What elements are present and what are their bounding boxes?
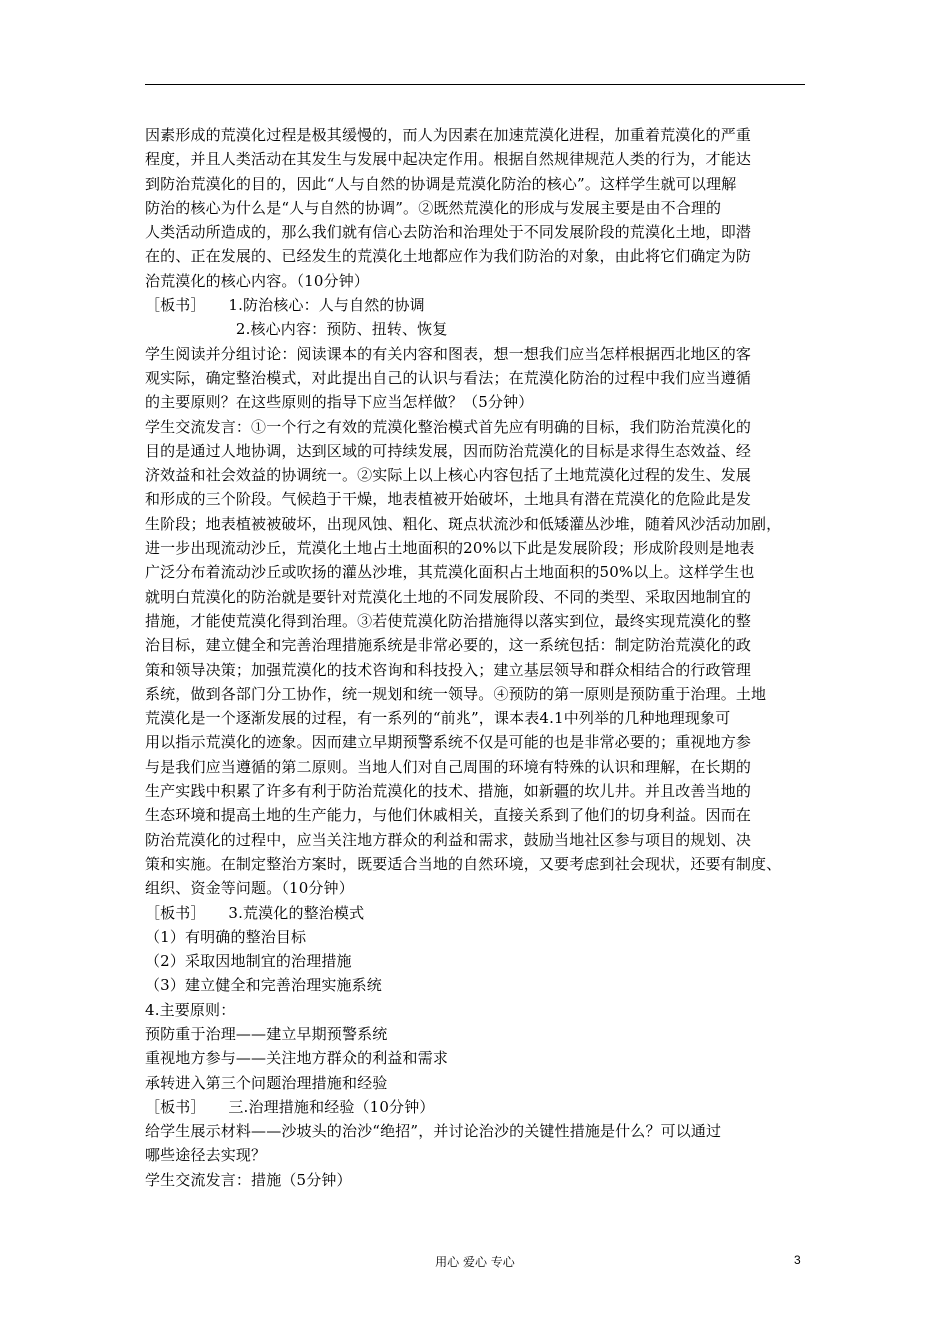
text-line: 预防重于治理——建立早期预警系统: [145, 1024, 388, 1043]
page-number: 3: [794, 1253, 801, 1267]
text-line: （2）采取因地制宜的治理措施: [145, 952, 352, 971]
text-line: 在的、正在发展的、已经发生的荒漠化土地都应作为我们防治的对象，由此将它们确定为防: [145, 247, 752, 266]
text-line: 人类活动所造成的，那么我们就有信心去防治和治理处于不同发展阶段的荒漠化土地，即潜: [145, 223, 752, 242]
header-rule: [145, 84, 805, 85]
text-line: 承转进入第三个问题治理措施和经验: [145, 1073, 388, 1092]
footer-text: 用心 爱心 专心: [435, 1255, 515, 1269]
text-line: 到防治荒漠化的目的，因此“人与自然的协调是荒漠化防治的核心”。这样学生就可以理解: [145, 174, 737, 193]
text-line: ［板书］ 3.荒漠化的整治模式: [145, 903, 365, 922]
text-line: 用以指示荒漠化的迹象。因而建立早期预警系统不仅是可能的也是非常必要的；重视地方参: [145, 733, 752, 752]
text-line: 策和实施。在制定整治方案时，既要适合当地的自然环境，又要考虑到社会现状，还要有制度、: [145, 854, 782, 873]
text-line: 与是我们应当遵循的第二原则。当地人们对自己周围的环境有特殊的认识和理解，在长期的: [145, 757, 752, 776]
text-line: （1）有明确的整治目标: [145, 927, 307, 946]
text-line: 2.核心内容：预防、扭转、恢复: [145, 320, 448, 339]
text-line: 生阶段；地表植被被破坏，出现风蚀、粗化、斑点状流沙和低矮灌丛沙堆，随着风沙活动加剧，: [145, 514, 782, 533]
text-line: 防治的核心为什么是“人与自然的协调”。②既然荒漠化的形成与发展主要是由不合理的: [145, 198, 722, 217]
text-line: 程度，并且人类活动在其发生与发展中起决定作用。根据自然规律规范人类的行为，才能达: [145, 150, 752, 169]
text-line: （3）建立健全和完善治理实施系统: [145, 976, 382, 995]
text-line: 重视地方参与——关注地方群众的利益和需求: [145, 1049, 449, 1068]
text-line: 治荒漠化的核心内容。（10分钟）: [145, 271, 369, 290]
text-line: 给学生展示材料——沙坡头的治沙“绝招”，并讨论治沙的关键性措施是什么？可以通过: [145, 1122, 722, 1141]
text-line: 就明白荒漠化的防治就是要针对荒漠化土地的不同发展阶段、不同的类型、采取因地制宜的: [145, 587, 752, 606]
text-line: 治目标，建立健全和完善治理措施系统是非常必要的，这一系统包括：制定防治荒漠化的政: [145, 636, 752, 655]
text-line: 组织、资金等问题。（10分钟）: [145, 879, 354, 898]
text-line: ［板书］ 三.治理措施和经验（10分钟）: [145, 1097, 435, 1116]
text-line: 生态环境和提高土地的生产能力，与他们休戚相关，直接关系到了他们的切身利益。因而在: [145, 806, 752, 825]
text-line: 目的是通过人地协调，达到区域的可持续发展，因而防治荒漠化的目标是求得生态效益、经: [145, 441, 752, 460]
text-line: ［板书］ 1.防治核心：人与自然的协调: [145, 296, 425, 315]
text-line: 学生交流发言：措施（5分钟）: [145, 1170, 352, 1189]
text-line: 哪些途径去实现？: [145, 1146, 267, 1165]
text-line: 策和领导决策；加强荒漠化的技术咨询和科技投入；建立基层领导和群众相结合的行政管理: [145, 660, 752, 679]
text-line: 广泛分布着流动沙丘或吹扬的灌丛沙堆，其荒漠化面积占土地面积的50%以上。这样学生也: [145, 563, 755, 582]
text-line: 系统，做到各部门分工协作，统一规划和统一领导。④预防的第一原则是预防重于治理。土地: [145, 684, 767, 703]
text-line: 生产实践中积累了许多有利于防治荒漠化的技术、措施，如新疆的坎儿井。并且改善当地的: [145, 782, 752, 801]
text-line: 和形成的三个阶段。气候趋于干燥，地表植被开始破坏，土地具有潜在荒漠化的危险此是发: [145, 490, 752, 509]
text-line: 观实际，确定整治模式，对此提出自己的认识与看法；在荒漠化防治的过程中我们应当遵循: [145, 368, 752, 387]
text-line: 的主要原则？在这些原则的指导下应当怎样做？（5分钟）: [145, 393, 534, 412]
text-line: 进一步出现流动沙丘，荒漠化土地占土地面积的20%以下此是发展阶段；形成阶段则是地表: [145, 539, 755, 558]
text-line: 措施，才能使荒漠化得到治理。③若使荒漠化防治措施得以落实到位，最终实现荒漠化的整: [145, 611, 752, 630]
text-line: 荒漠化是一个逐渐发展的过程，有一系列的“前兆”，课本表4.1中列举的几种地理现象可: [145, 709, 731, 728]
text-line: 学生阅读并分组讨论：阅读课本的有关内容和图表，想一想我们应当怎样根据西北地区的客: [145, 344, 752, 363]
text-line: 因素形成的荒漠化过程是极其缓慢的，而人为因素在加速荒漠化进程，加重着荒漠化的严重: [145, 126, 752, 144]
document-body: [145, 123, 809, 1192]
text-line: 济效益和社会效益的协调统一。②实际上以上核心内容包括了土地荒漠化过程的发生、发展: [145, 466, 752, 485]
text-line: 学生交流发言：①一个行之有效的荒漠化整治模式首先应有明确的目标，我们防治荒漠化的: [145, 417, 752, 436]
text-line: 4.主要原则：: [145, 1000, 236, 1019]
text-line: 防治荒漠化的过程中，应当关注地方群众的利益和需求，鼓励当地社区参与项目的规划、决: [145, 830, 752, 849]
